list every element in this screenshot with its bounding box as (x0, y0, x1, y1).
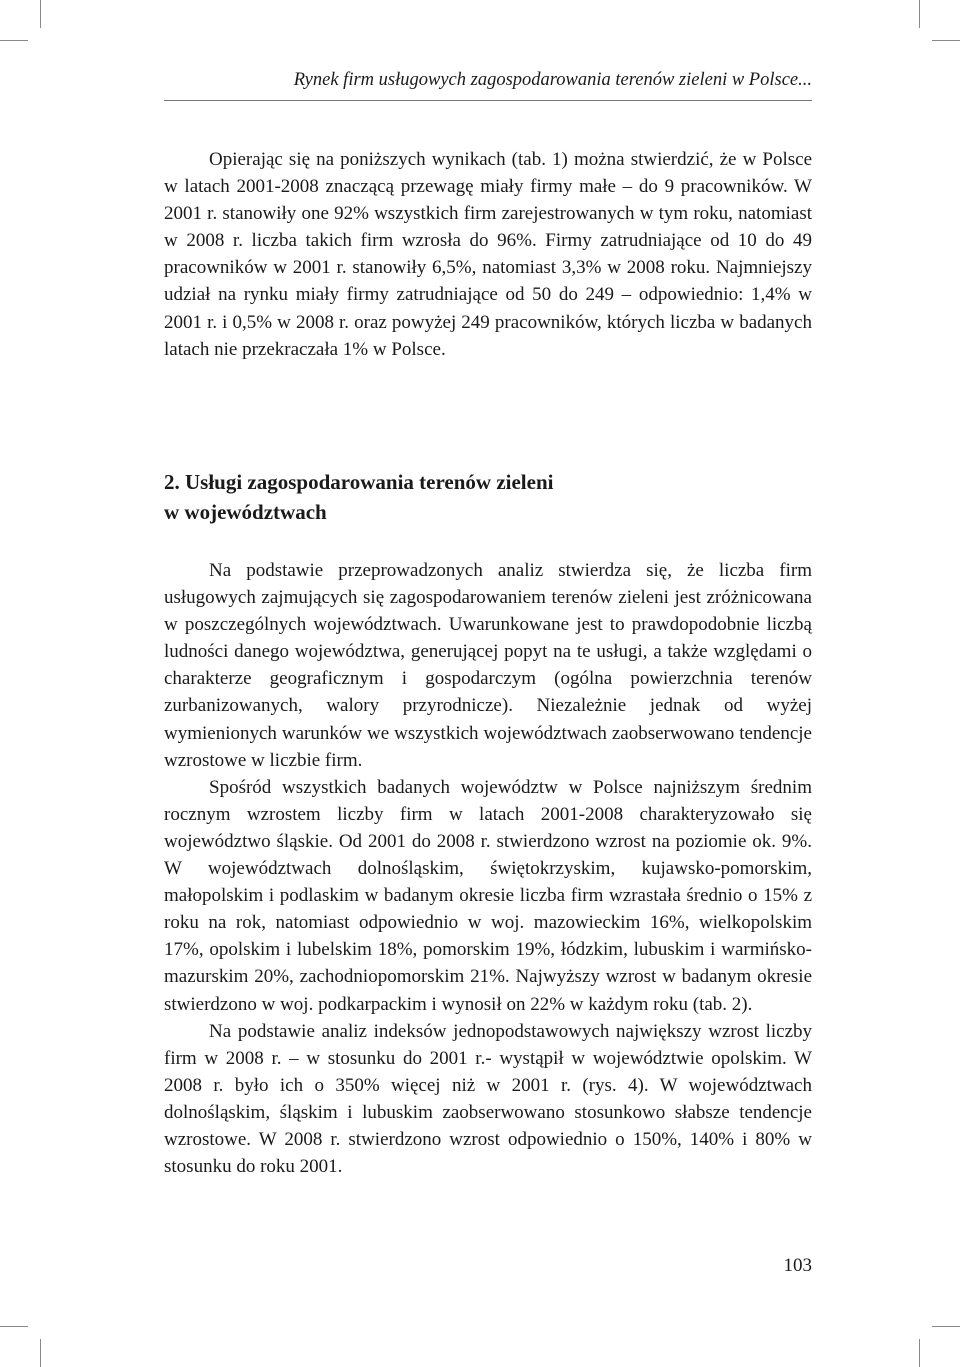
body-paragraph-1: Na podstawie przeprowadzonych analiz stwierdza się, że liczba firm usługowych zajmujących się zagospodarowaniem terenów zieleni jest zróżnicowana w poszczególnych województwach. Uwarunkowane jest to prawdopodobnie liczbą ludności danego województwa, generującej popyt na te usługi, a także względami o charakterze geograficznym i gospodarczym (ogólna powierzchnia terenów zurbanizowanych, walory przyrodnicze). Niezależnie jednak od wyżej wymienionych warunków we wszystkich województwach zaobserwowano tendencje wzrostowe w liczbie firm. (164, 560, 812, 771)
page-number: 103 (783, 1255, 812, 1276)
running-head: Rynek firm usługowych zagospodarowania terenów zieleni w Polsce... (293, 70, 812, 90)
crop-mark-top-left-h (0, 40, 28, 41)
crop-mark-top-left (40, 0, 41, 28)
body-paragraph-2: Spośród wszystkich badanych województw w Polsce najniższym średnim rocznym wzrostem liczby firm w latach 2001-2008 charakteryzowało się województwo śląskie. Od 2001 do 2008 r. stwierdzono wzrost na poziomie ok. 9%. W województwach dolnośląskim, świętokrzyskim, kujawsko-pomorskim, małopolskim i podlaskim w badanym okresie liczba firm wzrastała średnio o 15% z roku na rok, natomiast odpowiednio w woj. mazowieckim 16%, wielkopolskim 17%, opolskim i lubelskim 18%, pomorskim 19%, łódzkim, lubuskim i warmińsko-mazurskim 20%, zachodniopomorskim 21%. Najwyższy wzrost w badanym okresie stwierdzono w woj. podkarpackim i wynosił on 22% w każdym roku (tab. 2). (164, 776, 812, 1015)
crop-mark-bottom-left-h (0, 1326, 28, 1327)
crop-mark-top-right-h (932, 40, 960, 41)
section-heading-line1: 2. Usługi zagospodarowania terenów zieleni (164, 470, 554, 494)
intro-text (164, 146, 812, 363)
crop-mark-bottom-right-h (932, 1326, 960, 1327)
crop-mark-bottom-right (919, 1339, 920, 1367)
section-heading (164, 467, 812, 527)
section-heading-line2: w województwach (164, 500, 327, 524)
body-paragraph-3: Na podstawie analiz indeksów jednopodstawowych największy wzrost liczby firm w 2008 r. – w stosunku do 2001 r.- wystąpił w województwie opolskim. W 2008 r. było ich o 350% więcej niż w 2001 r. (rys. 4). W województwach dolnośląskim, śląskim i lubuskim zaobserwowano stosunkowo słabsze tendencje wzrostowe. W 2008 r. stwierdzono wzrost odpowiednio o 150%, 140% i 80% w stosunku do roku 2001. (164, 1020, 812, 1178)
header-rule (164, 100, 812, 101)
section-body (164, 557, 812, 1180)
crop-mark-bottom-left (40, 1339, 41, 1367)
crop-mark-top-right (919, 0, 920, 28)
intro-paragraph: Opierając się na poniższych wynikach (tab. 1) można stwierdzić, że w Polsce w latach 2001-2008 znaczącą przewagę miały firmy małe – do 9 pracowników. W 2001 r. stanowiły one 92% wszystkich firm zarejestrowanych w tym roku, natomiast w 2008 r. liczba takich firm wzrosła do 96%. Firmy zatrudniające od 10 do 49 pracowników w 2001 r. stanowiły 6,5%, natomiast 3,3% w 2008 roku. Najmniejszy udział na rynku miały firmy zatrudniające od 50 do 249 – odpowiednio: 1,4% w 2001 r. i 0,5% w 2008 r. oraz powyżej 249 pracowników, których liczba w badanych latach nie przekraczała 1% w Polsce. (164, 149, 812, 360)
